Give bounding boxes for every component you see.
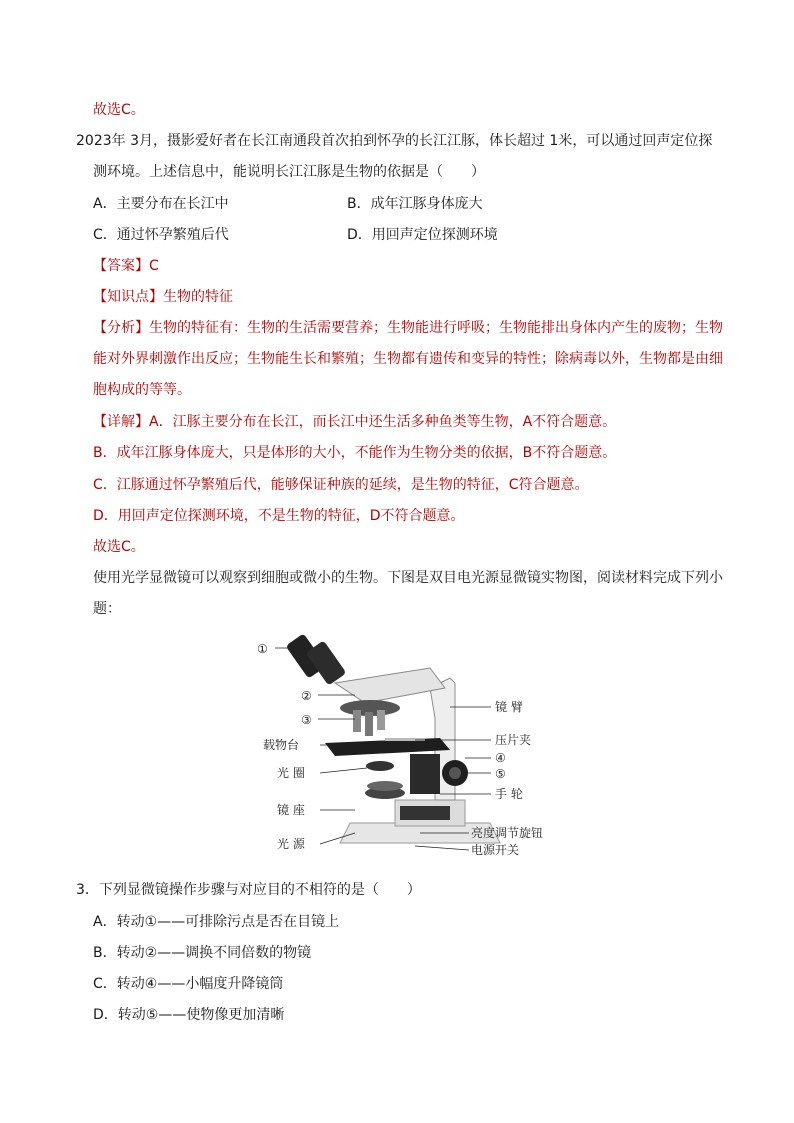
q2-option-a: A．主要分布在长江中 (93, 196, 229, 212)
diaphragm (366, 761, 394, 771)
microscope-head (335, 668, 445, 703)
analysis-tag: 【分析】 (93, 320, 149, 336)
stage-block (410, 754, 440, 794)
q2-option-b: B．成年江豚身体庞大 (347, 196, 483, 212)
q1-conclusion: 故选C。 (93, 102, 145, 118)
label-3: ③ (301, 713, 312, 727)
answer-value: C (149, 258, 159, 274)
label-stage: 载物台 (263, 738, 300, 752)
microscope-figure (255, 628, 555, 858)
q2-detail-d: D．用回声定位探测环境，不是生物的特征，D不符合题意。 (93, 508, 465, 524)
label-1: ① (257, 642, 268, 656)
q2-conclusion: 故选C。 (93, 539, 145, 555)
analysis-text-1: 生物的特征有：生物的生活需要营养；生物能进行呼吸；生物能排出身体内产生的废物；生物 (149, 320, 723, 336)
objective-2 (365, 712, 373, 736)
knowledge-tag: 【知识点】 (93, 289, 163, 305)
material-line2: 题： (93, 601, 121, 617)
q2-analysis-line3: 胞构成的等等。 (93, 382, 191, 398)
q3-option-d: D．转动⑤——使物像更加清晰 (93, 1007, 285, 1023)
label-base: 镜 座 (277, 803, 305, 817)
q2-stem-line2: 测环境。上述信息中，能说明长江江豚是生物的依据是（ ） (93, 164, 485, 180)
detail-a-text: A．江豚主要分布在长江，而长江中还生活多种鱼类等生物，A不符合题意。 (149, 414, 617, 430)
q3-option-c: C．转动④——小幅度升降镜筒 (93, 976, 284, 992)
light-ring (367, 781, 403, 791)
stage-clip (385, 738, 425, 741)
detail-tag: 【详解】 (93, 414, 149, 430)
fine-knob (449, 767, 461, 779)
q2-detail-a (93, 412, 616, 432)
label-2: ② (301, 689, 312, 703)
label-wheel: 手 轮 (495, 787, 523, 801)
label-light: 光 源 (277, 837, 305, 851)
q2-analysis-line1 (93, 318, 723, 338)
q2-answer (93, 256, 159, 276)
q2-detail-c: C．江豚通过怀孕繁殖后代，能够保证种族的延续，是生物的特征，C符合题意。 (93, 477, 589, 493)
label-4: ④ (495, 751, 506, 765)
label-brightness: 亮度调节旋钮 (471, 826, 544, 840)
label-arm: 镜 臂 (495, 700, 523, 714)
answer-tag: 【答案】 (93, 258, 149, 274)
label-clip: 压片夹 (495, 733, 532, 747)
q2-analysis-line2: 能对外界刺激作出反应；生物能生长和繁殖；生物都有遗传和变异的特性；除病毒以外，生物都是由细 (93, 351, 723, 367)
q3-option-a: A．转动①——可排除污点是否在目镜上 (93, 914, 340, 930)
q2-detail-b: B．成年江豚身体庞大，只是体形的大小，不能作为生物分类的依据，B不符合题意。 (93, 445, 617, 461)
objective-3 (377, 710, 385, 730)
light-window (400, 806, 450, 820)
label-diaphragm: 光 圈 (277, 766, 305, 780)
q2-option-c: C．通过怀孕繁殖后代 (93, 227, 229, 243)
knowledge-value: 生物的特征 (163, 289, 233, 305)
label-power: 电源开关 (471, 843, 520, 857)
material-line1: 使用光学显微镜可以观察到细胞或微小的生物。下图是双目电光源显微镜实物图，阅读材料完成下列小 (93, 570, 723, 586)
label-5: ⑤ (495, 767, 506, 781)
q3-option-b: B．转动②——调换不同倍数的物镜 (93, 945, 312, 961)
q2-knowledge (93, 287, 233, 307)
objective-1 (353, 710, 361, 732)
q2-stem-line1: 2023年 3月，摄影爱好者在长江南通段首次拍到怀孕的长江江豚，体长超过 1米，可以通过回声定位探 (76, 133, 713, 149)
q2-option-d: D．用回声定位探测环境 (347, 227, 498, 243)
q3-stem: 3．下列显微镜操作步骤与对应目的不相符的是（ ） (76, 882, 421, 898)
